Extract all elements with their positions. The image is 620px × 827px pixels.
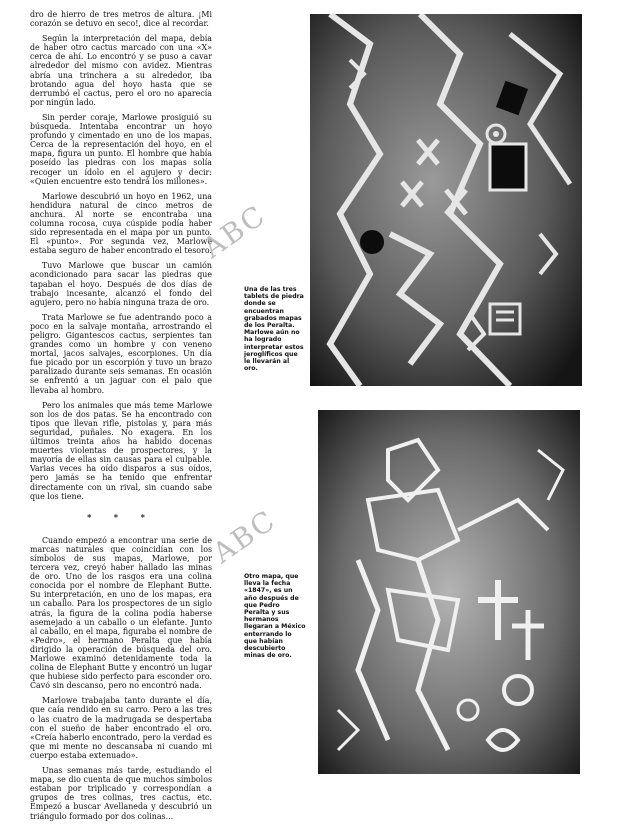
article-paragraph: Sin perder coraje, Marlowe prosiguió su búsqueda. Intentaba encontrar un hoyo profundo y cimentado en uno de los mapas. Cerca de la representación del hoyo, en el mapa, figura un punto. El hombre que había poseído las piedras con los mapas solía recoger un ídolo en el agujero y decir: «Quien encuentre esto tendrá los millones». [30,112,212,186]
section-separator: * * * [87,512,155,522]
stone-tablet-photo-top [310,14,582,386]
article-paragraph: Tuvo Marlowe que buscar un camión acondicionado para sacar las piedras que tapaban el hoyo. Después de dos días de trabajo incesante, alcanzó el fondo del agujero, pero no había ninguna traza de oro. [30,261,212,307]
article-paragraph: Marlowe descubrió un hoyo en 1962, una hendidura natural de cinco metros de anchura. Al norte se encontraba una columna rocosa, cuya cúspide podía haber sido representada en el mapa por un punto. El «punto». Por segunda vez, Marlowe estaba seguro de haber encontrado el tesoro. [30,191,212,256]
abc-watermark: ABC [196,198,272,265]
photo-caption-bottom: Otro mapa, que lleva la fecha «1847», es un año después de que Pedro Peralta y sus hermanos llegaran a México enterrando lo que habían descubierto minas de oro. [244,573,306,660]
article-paragraph: Unas semanas más tarde, estudiando el mapa, se dio cuenta de que muchos símbolos estaban por triplicado y correspondían a grupos de tres colinas, tres cactus, etc. Empezó a buscar Avellaneda y descubrió un triángulo formado por dos colinas... [30,766,212,821]
article-paragraph: Marlowe trabajaba tanto durante el día, que caía rendido en su carro. Pero a las tres o las cuatro de la madrugada se despertaba con el sueño de haber encontrado el oro. «Creía haberlo encontrado, pero la verdad es que mi mente no descansaba ni cuando mi cuerpo estaba extenuado». [30,696,212,760]
article-paragraph: Cuando empezó a encontrar una serie de marcas naturales que coincidían con los símbolos de sus mapas, Marlowe, por tercera vez, creyó haber hallado las minas de oro. Uno de los rasgos era una colina conocida por el nombre de Elephant Butte. Su interpretación, en uno de los mapas, era un caballo. Para los prospectores de un siglo atrás, la figura de la colina podía haberse asemejado a un caballo o un elefante. Junto al caballo, en el mapa, figuraba el nombre de «Pedro», el hermano Peralta que había dirigido la operación de búsqueda del oro. Marlowe examinó detenidamente toda la colina de Elephant Butte y encontró un lugar que hubiese sido perfecto para esconder oro. Cavó sin descanso, pero no encontró nada. [30,535,212,691]
article-paragraph: dro de hierro de tres metros de altura. ¡Mi corazón se detuvo en seco!, dice al recordar. [30,10,212,29]
article-paragraph: Pero los animales que más teme Marlowe son los de dos patas. Se ha encontrado con tipos que llevan rifle, pistolas y, para más seguridad, puñales. No exagera. En los últimos treinta años ha habido docenas muertes violentas de prospectores, y la mayoría de ellas sin causas para el culpable. Varias veces ha oído disparos a sus oídos, pero jamás se ha tenido que enfrentar directamente con un rival, sin cuando sabe que los tiene. [30,400,212,501]
stone-tablet-photo-bottom [318,410,580,774]
article-paragraph: Según la interpretación del mapa, debía de haber otro cactus marcado con una «X» cerca de ahí. Lo encontró y se puso a cavar alrededor del mismo con avidez. Mientras abría una trinchera a su alrededor, iba brotando agua del hoyo hasta que se derrumbó el cactus, pero el oro no aparecía por ningún lado. [30,34,212,107]
abc-watermark: ABC [206,503,282,570]
photo-caption-top: Una de las tres tablets de piedra donde se encuentran grabados mapas de los Peralta. Marlowe aún no ha logrado interpretar estos jeroglíficos que le llevarán al oro. [244,286,304,373]
article-paragraph: Trata Marlowe se fue adentrando poco a poco en la salvaje montaña, arrostrando el peligro. Gigantescos cactus, serpientes tan grandes como un hombre y con veneno mortal, jacos salvajes, escorpiones. Un día fue picado por un escorpión y tuvo un brazo paralizado durante seis semanas. En ocasión se enfrentó a un jaguar con el palo que llevaba al hombro. [30,312,212,395]
article-column [30,10,212,827]
